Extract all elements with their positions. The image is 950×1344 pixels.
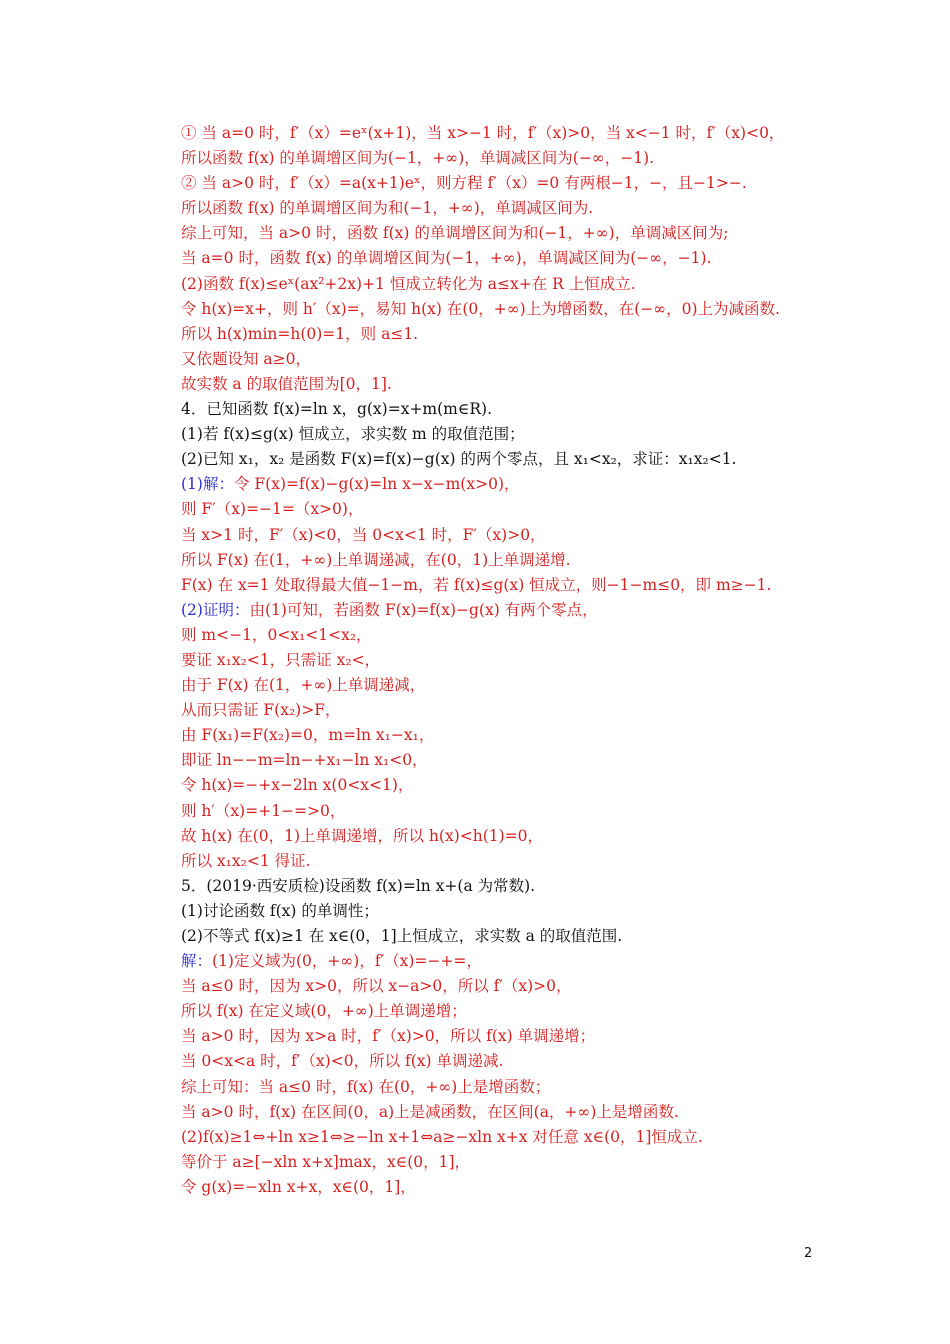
text-line bbox=[181, 548, 881, 573]
line-text: 当 a≤0 时，因为 x>0，所以 x−a>0，所以 f′（x)>0， bbox=[181, 977, 572, 996]
text-line bbox=[181, 523, 881, 548]
text-line bbox=[181, 1125, 881, 1150]
line-text: (2)函数 f(x)≤eˣ(ax²+2x)+1 恒成立转化为 a≤x+在 R 上恒成立. bbox=[181, 274, 636, 293]
solution-label: (1)解： bbox=[181, 475, 234, 494]
line-text: 由 F(x₁)=F(x₂)=0，m=ln x₁−x₁， bbox=[181, 726, 435, 745]
line-text: 要证 x₁x₂<1，只需证 x₂<， bbox=[181, 650, 381, 669]
line-text: 则 F′（x)=−1=（x>0)， bbox=[181, 500, 364, 519]
line-text: (2)已知 x₁，x₂ 是函数 F(x)=f(x)−g(x) 的两个零点，且 x₁<x₂，求证：x₁x₂<1. bbox=[181, 450, 737, 469]
line-text: F(x) 在 x=1 处取得最大值−1−m，若 f(x)≤g(x) 恒成立，则−1−m≤0，即 m≥−1. bbox=[181, 575, 772, 594]
line-text: 令 g(x)=−xln x+x，x∈(0，1]， bbox=[181, 1177, 416, 1196]
text-line bbox=[181, 1049, 881, 1074]
text-line bbox=[181, 1075, 881, 1100]
text-line bbox=[181, 598, 881, 623]
text-line bbox=[181, 673, 881, 698]
line-text: 则 h′（x)=+1−=>0， bbox=[181, 801, 346, 820]
line-text: 综上可知，当 a>0 时，函数 f(x) 的单调增区间为和(−1，+∞)，单调减区间为; bbox=[181, 224, 729, 243]
text-line bbox=[181, 924, 881, 949]
text-line bbox=[181, 221, 881, 246]
text-line bbox=[181, 899, 881, 924]
text-line bbox=[181, 874, 881, 899]
text-line bbox=[181, 698, 881, 723]
text-line bbox=[181, 372, 881, 397]
line-text: 令 h(x)=x+，则 h′（x)=，易知 h(x) 在(0，+∞)上为增函数，在(−∞，0)上为减函数. bbox=[181, 299, 780, 318]
line-text: 所以 x₁x₂<1 得证. bbox=[181, 851, 311, 870]
line-text: 故实数 a 的取值范围为[0，1]. bbox=[181, 374, 392, 393]
line-text: ② 当 a>0 时，f′（x）=a(x+1)eˣ，则方程 f′（x）=0 有两根−1，−，且−1>−. bbox=[181, 174, 747, 193]
text-line bbox=[181, 121, 881, 146]
line-text: (2)不等式 f(x)≥1 在 x∈(0，1]上恒成立，求实数 a 的取值范围. bbox=[181, 927, 623, 945]
text-line bbox=[181, 272, 881, 297]
text-line bbox=[181, 824, 881, 849]
text-line bbox=[181, 297, 881, 322]
text-line bbox=[181, 447, 881, 472]
text-line bbox=[181, 196, 881, 221]
text-line bbox=[181, 171, 881, 196]
line-text: 令 h(x)=−+x−2ln x(0<x<1)， bbox=[181, 776, 414, 795]
line-text: (1)若 f(x)≤g(x) 恒成立，求实数 m 的取值范围； bbox=[181, 425, 525, 444]
text-line bbox=[181, 1175, 881, 1200]
line-text: 当 a=0 时，函数 f(x) 的单调增区间为(−1，+∞)，单调减区间为(−∞，−1). bbox=[181, 249, 712, 268]
text-line bbox=[181, 623, 881, 648]
line-text: 从而只需证 F(x₂)>F， bbox=[181, 701, 341, 720]
text-line bbox=[181, 949, 881, 974]
text-line bbox=[181, 397, 881, 422]
text-line bbox=[181, 999, 881, 1024]
line-text: 4．已知函数 f(x)=ln x，g(x)=x+m(m∈R). bbox=[181, 400, 492, 419]
line-text: 由于 F(x) 在(1，+∞)上单调递减， bbox=[181, 676, 426, 695]
line-text: 当 x>1 时，F′（x)<0，当 0<x<1 时，F′（x)>0， bbox=[181, 525, 546, 544]
text-line bbox=[181, 648, 881, 673]
text-line bbox=[181, 799, 881, 824]
line-text: 即证 ln−−m=ln−+x₁−ln x₁<0， bbox=[181, 751, 428, 770]
line-text: (2)f(x)≥1⇔+ln x≥1⇔≥−ln x+1⇔a≥−xln x+x 对任意 x∈(0，1]恒成立. bbox=[181, 1127, 703, 1146]
line-text: (1)讨论函数 f(x) 的单调性； bbox=[181, 901, 379, 920]
line-text: 等价于 a≥[−xln x+x]max，x∈(0，1]， bbox=[181, 1152, 471, 1171]
text-line bbox=[181, 422, 881, 447]
text-line bbox=[181, 723, 881, 748]
line-text: (1)定义域为(0，+∞)，f′（x)=−+=， bbox=[212, 952, 482, 971]
line-text: 又依题设知 a≥0， bbox=[181, 349, 312, 368]
text-line bbox=[181, 849, 881, 874]
text-line bbox=[181, 322, 881, 347]
line-text: 则 m<−1，0<x₁<1<x₂， bbox=[181, 625, 372, 644]
text-line bbox=[181, 974, 881, 999]
line-text: 所以 h(x)min=h(0)=1，则 a≤1. bbox=[181, 324, 419, 343]
line-text: 当 0<x<a 时，f′（x)<0，所以 f(x) 单调递减. bbox=[181, 1052, 504, 1071]
line-text: 由(1)可知，若函数 F(x)=f(x)−g(x) 有两个零点， bbox=[249, 600, 598, 619]
solution-label: (2)证明： bbox=[181, 600, 250, 619]
text-line bbox=[181, 146, 881, 171]
page-number: 2 bbox=[804, 1246, 813, 1261]
solution-label: 解： bbox=[181, 952, 213, 971]
line-text: 所以 F(x) 在(1，+∞)上单调递减，在(0，1)上单调递增. bbox=[181, 550, 571, 569]
text-line bbox=[181, 1100, 881, 1125]
line-text: 令 F(x)=f(x)−g(x)=ln x−x−m(x>0)， bbox=[233, 475, 520, 494]
line-text: 当 a>0 时，f(x) 在区间(0，a)上是减函数，在区间(a，+∞)上是增函数. bbox=[181, 1102, 679, 1121]
text-line bbox=[181, 573, 881, 598]
line-text: 5．(2019·西安质检)设函数 f(x)=ln x+(a 为常数). bbox=[181, 876, 536, 895]
text-line bbox=[181, 472, 881, 497]
text-line bbox=[181, 1150, 881, 1175]
document-body bbox=[181, 121, 881, 1200]
text-line bbox=[181, 246, 881, 271]
line-text: 所以函数 f(x) 的单调增区间为和(−1，+∞)，单调减区间为. bbox=[181, 199, 594, 218]
text-line bbox=[181, 1024, 881, 1049]
text-line bbox=[181, 748, 881, 773]
line-text: 所以函数 f(x) 的单调增区间为(−1，+∞)，单调减区间为(−∞，−1). bbox=[181, 149, 655, 168]
line-text: 所以 f(x) 在定义域(0，+∞)上单调递增； bbox=[181, 1002, 467, 1021]
text-line bbox=[181, 347, 881, 372]
line-text: ① 当 a=0 时，f′（x）=eˣ(x+1)，当 x>−1 时，f′（x)>0，当 x<−1 时，f′（x)<0， bbox=[181, 124, 785, 142]
line-text: 当 a>0 时，因为 x>a 时，f′（x)>0，所以 f(x) 单调递增； bbox=[181, 1027, 596, 1046]
text-line bbox=[181, 773, 881, 798]
line-text: 综上可知：当 a≤0 时，f(x) 在(0，+∞)上是增函数； bbox=[181, 1077, 551, 1096]
line-text: 故 h(x) 在(0，1)上单调递增，所以 h(x)<h(1)=0， bbox=[181, 826, 544, 845]
text-line bbox=[181, 497, 881, 522]
